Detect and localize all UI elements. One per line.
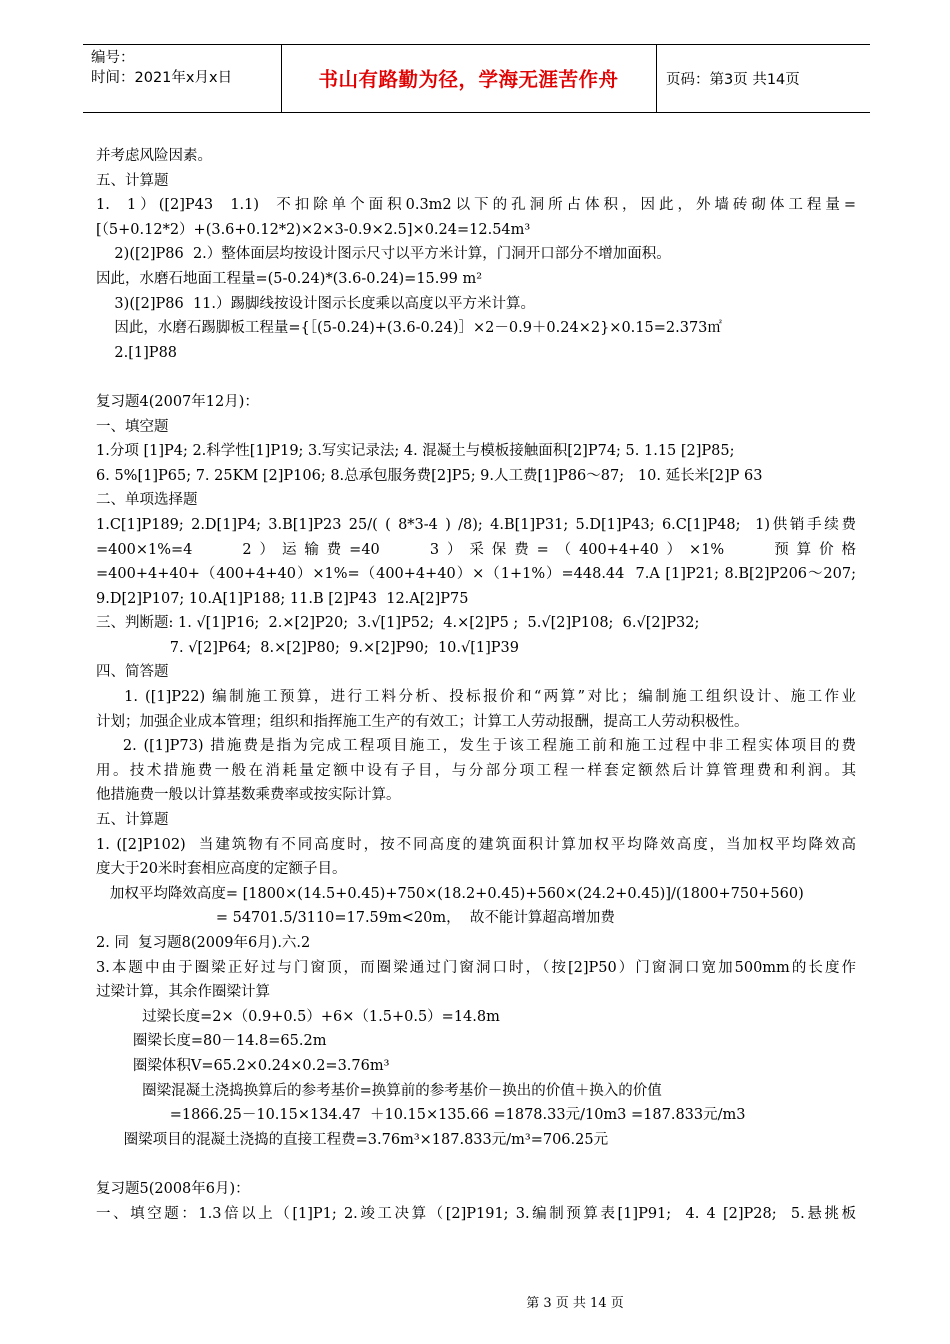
text-line: 1.分项 [1]P4; 2.科学性[1]P19; 3.写实记录法; 4. 混凝土与模板接触面积[2]P74; 5. 1.15 [2]P85;	[96, 443, 735, 460]
text-line: 三、判断题: 1. √[1]P16; 2.×[2]P20; 3.√[1]P52; 4.×[2]P5 ; 5.√[2]P108; 6.√[2]P32;	[96, 615, 700, 632]
text-line: 五、计算题	[96, 172, 169, 189]
header-divider	[656, 44, 657, 112]
document-body	[96, 144, 856, 1226]
text-line: 五、计算题	[96, 812, 169, 829]
text-line: 1. ([1]P22) 编制施工预算，进行工料分析、投标报价和“两算”对比；编制施工组织设计、施工作业	[96, 689, 856, 706]
text-line: 复习题4(2007年12月)：	[96, 393, 259, 410]
text-line: 一、填空题：1.3倍以上（[1]P1; 2.竣工决算（[2]P191; 3.编制预算表[1]P91; 4. 4 [2]P28; 5.悬挑板	[96, 1205, 856, 1222]
text-line: 9.D[2]P107; 10.A[1]P188; 11.B [2]P43 12.A[2]P75	[96, 590, 469, 607]
text-line: 过梁计算，其余作圈梁计算	[96, 984, 270, 1001]
blank-line	[96, 365, 856, 390]
text-line: 四、简答题	[96, 664, 169, 681]
header-bottom-rule	[83, 112, 870, 113]
page-header	[83, 44, 870, 112]
text-line: =400×1%=4 2）运输费=40 3）采保费=（400+4+40）×1% 预算价格	[96, 541, 856, 558]
text-line: 3.本题中由于圈梁正好过与门窗顶，而圈梁通过门窗洞口时，（按[2]P50）门窗洞口宽加500mm的长度作	[96, 959, 856, 976]
text-line: =400+4+40+（400+4+40）×1%=（400+4+40）×（1+1%）=448.44 7.A [1]P21; 8.B[2]P206～207;	[96, 566, 856, 583]
text-line: 2. ([1]P73) 措施费是指为完成工程项目施工，发生于该工程施工前和施工过程中非工程实体项目的费	[96, 738, 856, 755]
text-line: [（5+0.12*2）+(3.6+0.12*2)×2×3-0.9×2.5]×0.24=12.54m³	[96, 221, 531, 238]
text-line: 度大于20米时套相应高度的定额子目。	[96, 861, 347, 878]
text-line: 复习题5(2008年6月)：	[96, 1180, 250, 1197]
text-line: 计划；加强企业成本管理；组织和指挥施工生产的有效工；计算工人劳动报酬，提高工人劳动积极性。	[96, 713, 749, 730]
text-line: =1866.25－10.15×134.47 ＋10.15×135.66 =1878.33元/10m3 =187.833元/m3	[96, 1107, 746, 1124]
text-line: 他措施费一般以计算基数乘费率或按实际计算。	[96, 787, 401, 804]
text-line: 用。技术措施费一般在消耗量定额中设有子目，与分部分项工程一样套定额然后计算管理费和利润。其	[96, 762, 856, 779]
text-line: 1. ([2]P102) 当建筑物有不同高度时，按不同高度的建筑面积计算加权平均降效高度，当加权平均降效高	[96, 836, 856, 853]
text-line: 并考虑风险因素。	[96, 148, 212, 164]
page-footer	[0, 1292, 950, 1311]
text-line: 1. 1）([2]P43 1.1) 不扣除单个面积0.3m2以下的孔洞所占体积，因此，外墙砖砌体工程量=	[96, 197, 856, 214]
text-line: 圈梁混凝土浇捣换算后的参考基价=换算前的参考基价－换出的价值＋换入的价值	[96, 1082, 662, 1099]
header-motto: 书山有路勤为径，学海无涯苦作舟	[318, 68, 619, 91]
text-line: 2.[1]P88	[96, 344, 178, 361]
text-line: 一、填空题	[96, 418, 169, 435]
document-time-label: 时间：2021年x月x日	[91, 70, 233, 86]
text-line: 加权平均降效高度= [1800×(14.5+0.45)+750×(18.2+0.45)+560×(24.2+0.45)]/(1800+750+560)	[96, 885, 804, 902]
text-line: = 54701.5/3110=17.59m<20m， 故不能计算超高增加费	[96, 910, 615, 927]
text-line: 二、单项选择题	[96, 492, 198, 509]
text-line: 过梁长度=2×（0.9+0.5）+6×（1.5+0.5）=14.8m	[96, 1008, 500, 1025]
text-line: 7. √[2]P64; 8.×[2]P80; 9.×[2]P90; 10.√[1]P39	[96, 639, 519, 656]
footer-page-number: 第 3 页 共 14 页	[526, 1296, 624, 1311]
text-line: 6. 5%[1]P65; 7. 25KM [2]P106; 8.总承包服务费[2]P5; 9.人工费[1]P86～87; 10. 延长米[2]P 63	[96, 467, 763, 484]
document-number-label: 编号：	[91, 50, 135, 66]
text-line: 2)([2]P86 2.）整体面层均按设计图示尺寸以平方米计算，门洞开口部分不增加面积。	[96, 246, 671, 263]
text-line: 因此，水磨石地面工程量=(5-0.24)*(3.6-0.24)=15.99 m²	[96, 270, 483, 287]
text-line: 2. 同 复习题8(2009年6月).六.2	[96, 935, 311, 951]
header-left-cell	[91, 48, 232, 88]
text-line: 因此，水磨石踢脚板工程量={［(5-0.24)+(3.6-0.24)］×2－0.9＋0.24×2}×0.15=2.373㎡	[96, 320, 722, 337]
text-line: 1.C[1]P189; 2.D[1]P4; 3.B[1]P23 25/( ( 8*3-4 ) /8); 4.B[1]P31; 5.D[1]P43; 6.C[1]P48; 1)供销手续费	[96, 516, 856, 533]
text-line: 圈梁长度=80－14.8=65.2m	[96, 1033, 327, 1050]
text-line: 3)([2]P86 11.）踢脚线按设计图示长度乘以高度以平方米计算。	[96, 295, 535, 312]
text-line: 圈梁项目的混凝土浇捣的直接工程费=3.76m³×187.833元/m³=706.25元	[96, 1131, 609, 1148]
blank-line	[96, 1152, 856, 1177]
header-page-label: 页码：第3页 共14页	[666, 72, 800, 88]
text-line: 圈梁体积V=65.2×0.24×0.2=3.76m³	[96, 1057, 390, 1074]
